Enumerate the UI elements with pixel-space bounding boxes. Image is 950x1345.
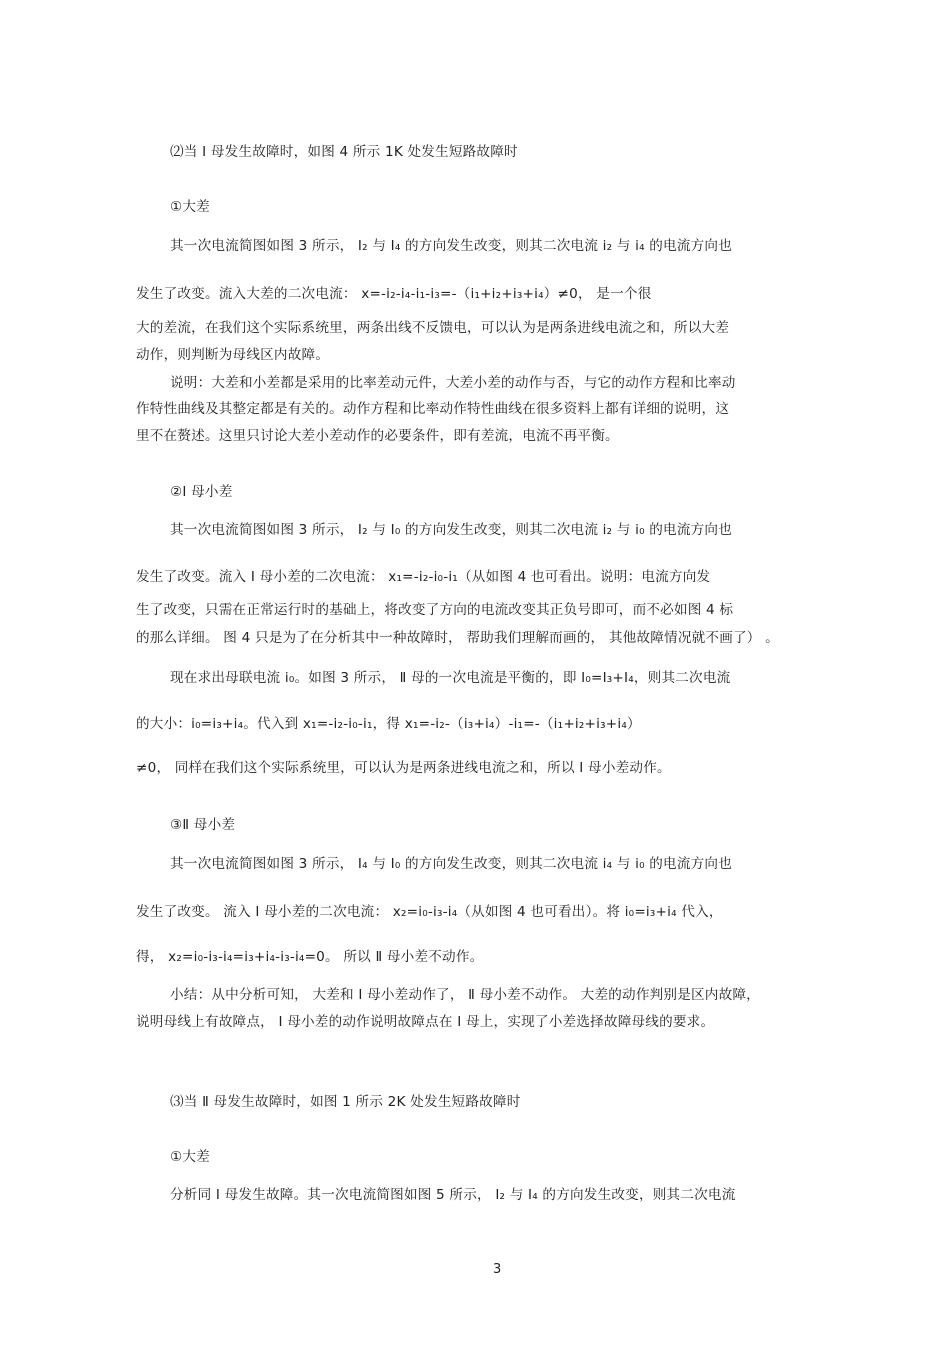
summary-line: 说明母线上有故障点， Ⅰ 母小差的动作说明故障点在 Ⅰ 母上，实现了小差选择故障母线的要求。 [136,1014,715,1030]
paragraph-line: 发生了改变。 流入 Ⅰ 母小差的二次电流： x₂=i₀-i₃-i₄（从如图 4 也可看出）。将 i₀=i₃+i₄ 代入， [136,904,723,920]
subheading-big-diff: ①大差 [170,199,210,215]
subheading-big-diff: ①大差 [170,1149,210,1165]
paragraph-line: 大的差流，在我们这个实际系统里，两条出线不反馈电，可以认为是两条进线电流之和，所以大差 [136,320,730,336]
note-line: 里不在赘述。这里只讨论大差小差动作的必要条件，即有差流，电流不再平衡。 [136,428,619,444]
section-heading-3-3: ⑶当 Ⅱ 母发生故障时，如图 1 所示 2K 处发生短路故障时 [170,1094,521,1110]
formula-line: 的大小：i₀=i₃+i₄。代入到 x₁=-i₂-i₀-i₁，得 x₁=-i₂-（i₃+i₄）-i₁=-（i₁+i₂+i₃+i₄） [136,716,641,732]
paragraph-line: 其一次电流简图如图 3 所示， Ⅰ₂ 与 Ⅰ₄ 的方向发生改变，则其二次电流 i₂ 与 i₄ 的电流方向也 [170,238,733,254]
page-number: 3 [493,1262,502,1277]
formula-line: 得， x₂=i₀-i₃-i₄=i₃+i₄-i₃-i₄=0。 所以 Ⅱ 母小差不动作。 [136,949,484,965]
paragraph-line: ≠0， 同样在我们这个实际系统里，可以认为是两条进线电流之和，所以 Ⅰ 母小差动作。 [136,760,671,776]
paragraph-line: 的那么详细。 图 4 只是为了在分析其中一种故障时， 帮助我们理解而画的， 其他故障情况就不画了） 。 [136,630,779,646]
paragraph-line: 动作，则判断为母线区内故障。 [136,347,330,363]
paragraph-line: 发生了改变。流入 Ⅰ 母小差的二次电流： x₁=-i₂-i₀-i₁（从如图 4 也可看出。说明：电流方向发 [136,569,711,585]
paragraph-line: 其一次电流简图如图 3 所示， Ⅰ₄ 与 Ⅰ₀ 的方向发生改变，则其二次电流 i₄ 与 i₀ 的电流方向也 [170,856,733,872]
summary-line: 小结：从中分析可知， 大差和 Ⅰ 母小差动作了， Ⅱ 母小差不动作。 大差的动作判别是区内故障， [170,987,760,1003]
paragraph-line: 发生了改变。流入大差的二次电流： x=-i₂-i₄-i₁-i₃=-（i₁+i₂+i₃+i₄）≠0， 是一个很 [136,286,652,302]
subheading-bus1-small-diff: ②Ⅰ 母小差 [170,484,233,500]
section-heading-3-2: ⑵当 Ⅰ 母发生故障时，如图 4 所示 1K 处发生短路故障时 [170,144,518,160]
paragraph-line: 生了改变，只需在正常运行时的基础上，将改变了方向的电流改变其正负号即可，而不必如图 4 标 [136,602,734,618]
paragraph-line: 现在求出母联电流 i₀。如图 3 所示， Ⅱ 母的一次电流是平衡的，即 Ⅰ₀=Ⅰ₃+Ⅰ₄，则其二次电流 [170,670,731,686]
paragraph-line: 其一次电流简图如图 3 所示， Ⅰ₂ 与 Ⅰ₀ 的方向发生改变，则其二次电流 i₂ 与 i₀ 的电流方向也 [170,522,733,538]
note-line: 作特性曲线及其整定都是有关的。动作方程和比率动作特性曲线在很多资料上都有详细的说明，这 [136,401,730,417]
subheading-bus2-small-diff: ③Ⅱ 母小差 [170,817,236,833]
note-line: 说明：大差和小差都是采用的比率差动元件，大差小差的动作与否，与它的动作方程和比率动 [170,375,736,391]
paragraph-line: 分析同 Ⅰ 母发生故障。其一次电流简图如图 5 所示， Ⅰ₂ 与 Ⅰ₄ 的方向发生改变，则其二次电流 [170,1187,736,1203]
